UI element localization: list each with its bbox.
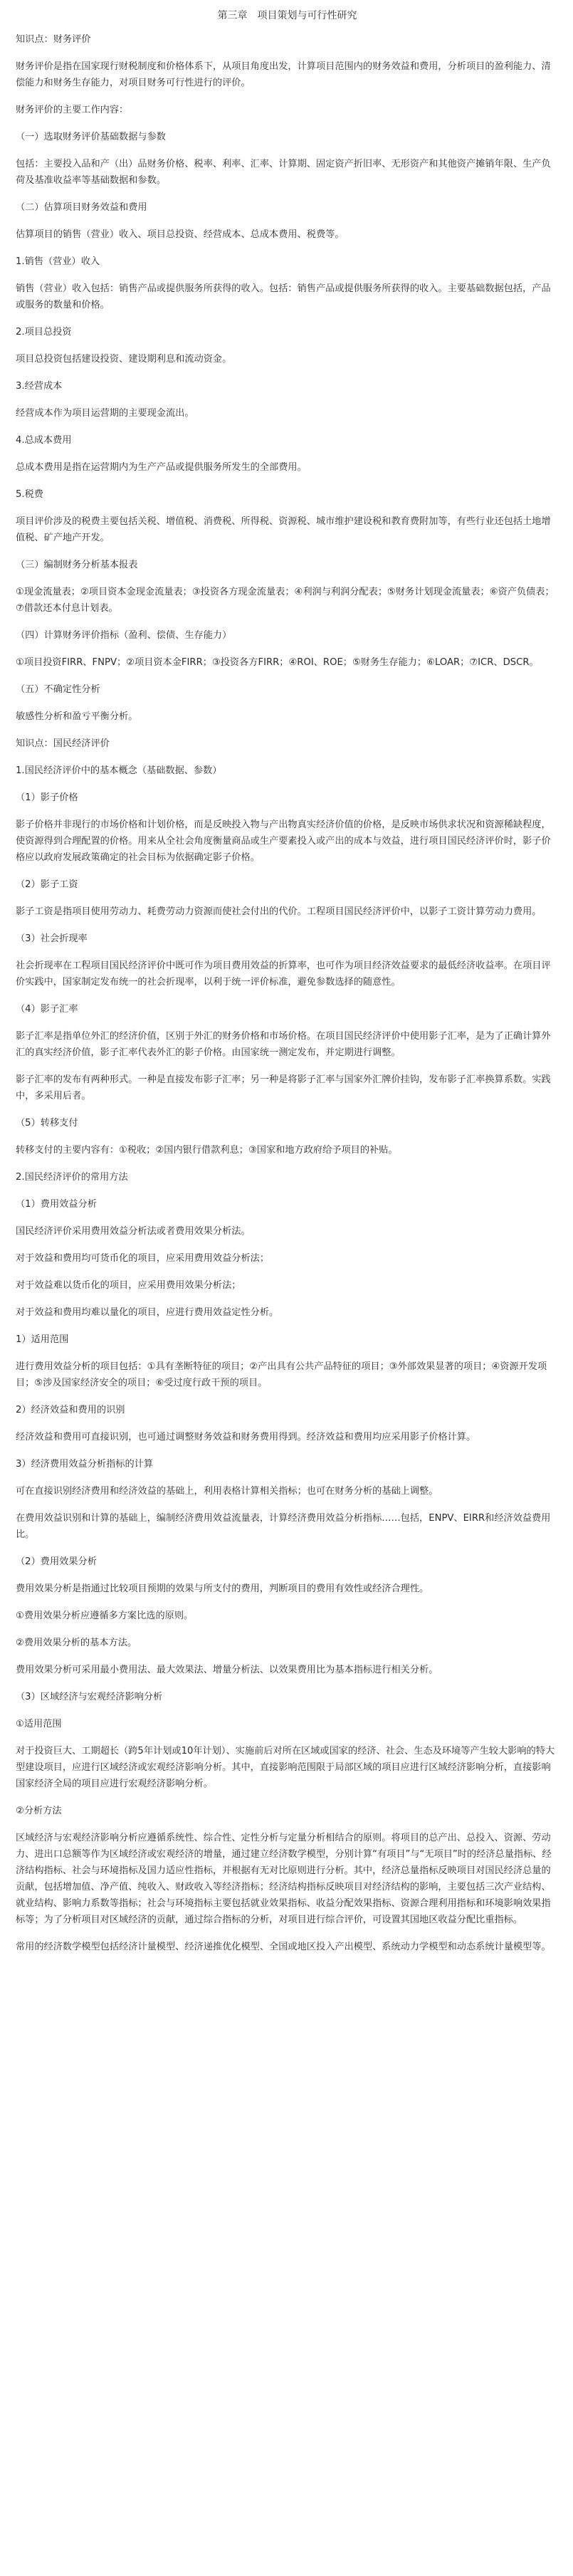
paragraph: 2.国民经济评价的常用方法 (16, 1172, 128, 1183)
paragraph: 财务评价是指在国家现行财税制度和价格体系下，从项目角度出发，计算项目范围内的财务效益和费用，分析项目的盈利能力、清偿能力和财务生存能力，对项目财务可行性进行的评价。 (16, 61, 551, 88)
paragraph: 包括：主要投入品和产（出）品财务价格、税率、利率、汇率、计算期、固定资产折旧率、无形资产和其他资产摊销年限、生产负荷及基准收益率等基础数据和参数。 (16, 159, 551, 186)
paragraph: 影子工资是指项目使用劳动力、耗费劳动力资源而使社会付出的代价。工程项目国民经济评价中，以影子工资计算劳动力费用。 (16, 906, 542, 917)
paragraph: 敏感性分析和盈亏平衡分析。 (16, 711, 138, 722)
paragraph: （四）计算财务评价指标（盈利、偿债、生存能力） (16, 630, 232, 641)
paragraph: 对于效益和费用均可货币化的项目，应采用费用效益分析法； (16, 1253, 270, 1264)
paragraph: 对于投资巨大、工期超长（跨5年计划或10年计划）、实施前后对所在区域或国家的经济、社会、生态及环境等产生较大影响的特大型建设项目，应进行区域经济或宏观经济影响分析。其中，直接影响范围限于局部区域的项目应进行区域经济影响分析，直接影响国家经济全局的项目应进行宏观经济影响分析。 (16, 1746, 555, 1789)
paragraph: 3.经营成本 (16, 381, 63, 392)
paragraph: （三）编制财务分析基本报表 (16, 560, 138, 570)
paragraph: 区域经济与宏观经济影响分析应遵循系统性、综合性、定性分析与定量分析相结合的原则。将项目的总产出、总投入、资源、劳动力、进出口总额等作为区域经济或宏观经济的增量，通过建立经济数学模型，分别计算“有项目”与“无项目”时的经济总量指标、经济结构指标、社会与环境指标及国力适应性指标，并根据有无对比原则进行分析。其中，经济总量指标反映项目对国民经济总量的贡献，包括增加值、净产值、纯收入、财政收入等经济指标；经济结构指标反映项目对经济结构的影响，主要包括三次产业结构、就业结构、影响力系数等指标；社会与环境指标主要包括就业效果指标、收益分配效果指标、资源合理利用指标和环境影响效果指标等；为了分析项目对区域经济的贡献，通过综合指标的分析，对项目进行综合评价，可设置其国地区收益分配比重指标。 (16, 1833, 552, 1925)
paragraph: （一）选取财务评价基础数据与参数 (16, 132, 166, 142)
paragraph: 影子价格并非现行的市场价格和计划价格，而是反映投入物与产出物真实经济价值的价格，是反映市场供求状况和资源稀缺程度，使资源得到合理配置的价格。用来从全社会角度衡量商品或生产要素投入或产出的成本与效益，进行项目国民经济评价时，影子价格应以政府发展政策确定的社会目标为依据确定影子价格。 (16, 820, 551, 863)
paragraph: 项目评价涉及的税费主要包括关税、增值税、消费税、所得税、资源税、城市维护建设税和教育费附加等，有些行业还包括土地增值税、矿产地产开发。 (16, 516, 551, 543)
paragraph: 5.税费 (16, 489, 43, 500)
paragraph: 费用效果分析是指通过比较项目预期的效果与所支付的费用，判断项目的费用有效性或经济合理性。 (16, 1583, 429, 1594)
paragraph: 3）经济费用效益分析指标的计算 (16, 1459, 154, 1470)
paragraph: 影子汇率的发布有两种形式。一种是直接发布影子汇率；另一种是将影子汇率与国家外汇牌价挂钩，发布影子汇率换算系数。实践中，多采用后者。 (16, 1074, 551, 1101)
paragraph: （4）影子汇率 (16, 1004, 78, 1015)
paragraph: 经济效益和费用可直接识别，也可通过调整财务效益和财务费用得到。经济效益和费用均应采用影子价格计算。 (16, 1432, 476, 1443)
paragraph: ②费用效果分析的基本方法。 (16, 1638, 137, 1648)
paragraph: 经营成本作为项目运营期的主要现金流出。 (16, 408, 194, 419)
paragraph: （二）估算项目财务效益和费用 (16, 202, 147, 213)
paragraph: 1.国民经济评价中的基本概念（基础数据、参数） (16, 765, 222, 776)
paragraph: 可在直接识别经济费用和经济效益的基础上，利用表格计算相关指标；也可在财务分析的基础上调整。 (16, 1486, 438, 1497)
paragraph: ①项目投资FIRR、FNPV；②项目资本金FIRR；③投资各方FIRR；④ROI、ROE；⑤财务生存能力；⑥LOAR；⑦ICR、DSCR。 (16, 657, 539, 668)
paragraph: 2.项目总投资 (16, 327, 72, 337)
paragraph: 1）适用范围 (16, 1334, 69, 1345)
paragraph: 转移支付的主要内容有：①税收；②国内银行借款利息；③国家和地方政府给予项目的补贴。 (16, 1145, 398, 1156)
paragraph: （5）转移支付 (16, 1118, 78, 1129)
paragraph: 销售（营业）收入包括：销售产品或提供服务所获得的收入。包括：销售产品或提供服务所获得的收入。主要基础数据包括，产品或服务的数量和价格。 (16, 283, 551, 310)
paragraph: （五）不确定性分析 (16, 684, 100, 695)
paragraph: 影子汇率是指单位外汇的经济价值，区别于外汇的财务价格和市场价格。在项目国民经济评价中使用影子汇率，是为了正确计算外汇的真实经济价值，影子汇率代表外汇的影子价格。由国家统一测定发布，并定期进行调整。 (16, 1031, 551, 1058)
paragraph: 对于效益和费用均难以量化的项目，应进行费用效益定性分析。 (16, 1307, 279, 1318)
paragraph: （1）费用效益分析 (16, 1199, 97, 1210)
paragraph: 财务评价的主要工作内容： (16, 105, 129, 115)
paragraph: （2）影子工资 (16, 879, 78, 890)
paragraph: 2）经济效益和费用的识别 (16, 1405, 125, 1415)
paragraph: 4.总成本费用 (16, 435, 72, 446)
paragraph: 知识点：国民经济评价 (16, 738, 110, 749)
paragraph: 费用效果分析可采用最小费用法、最大效果法、增量分析法、以效果费用比为基本指标进行相关分析。 (16, 1665, 438, 1675)
paragraph: 估算项目的销售（营业）收入、项目总投资、经营成本、总成本费用、税费等。 (16, 229, 345, 240)
paragraph: 总成本费用是指在运营期内为生产产品或提供服务所发生的全部费用。 (16, 462, 307, 473)
paragraph: （1）影子价格 (16, 792, 78, 803)
paragraph: ①现金流量表；②项目资本金现金流量表；③投资各方现金流量表；④利润与利润分配表；⑤财务计划现金流量表；⑥资产负债表；⑦借款还本付息计划表。 (16, 587, 554, 614)
paragraph: 进行费用效益分析的项目包括：①具有垄断特征的项目；②产出具有公共产品特征的项目；③外部效果显著的项目；④资源开发项目；⑤涉及国家经济安全的项目；⑥受过度行政干预的项目。 (16, 1361, 547, 1388)
paragraph: 在费用效益识别和计算的基础上，编制经济费用效益流量表，计算经济费用效益分析指标……包括，ENPV、EIRR和经济效益费用比。 (16, 1513, 551, 1540)
chapter-title: 第三章 项目策划与可行性研究 (217, 10, 357, 21)
paragraph: 项目总投资包括建设投资、建设期利息和流动资金。 (16, 354, 232, 365)
paragraph: 知识点：财务评价 (16, 34, 91, 45)
paragraph: （3）区域经济与宏观经济影响分析 (16, 1692, 163, 1702)
paragraph: （2）费用效果分析 (16, 1556, 97, 1567)
paragraph: 常用的经济数学模型包括经济计量模型、经济递推优化模型、全国或地区投入产出模型、系统动力学模型和动态系统计量模型等。 (16, 1942, 551, 1952)
document-body (16, 31, 559, 1955)
paragraph: 社会折现率在工程项目国民经济评价中既可作为项目费用效益的折算率，也可作为项目经济效益要求的最低经济收益率。在项目评价实践中，国家制定发布统一的社会折现率，以利于统一评价标准，避免参数选择的随意性。 (16, 960, 551, 988)
paragraph: ①费用效果分析应遵循多方案比选的原则。 (16, 1611, 194, 1621)
paragraph: 国民经济评价采用费用效益分析法或者费用效果分析法。 (16, 1226, 251, 1237)
paragraph: ②分析方法 (16, 1806, 62, 1816)
paragraph: 1.销售（营业）收入 (16, 256, 100, 267)
paragraph: ①适用范围 (16, 1719, 62, 1729)
paragraph: 对于效益难以货币化的项目，应采用费用效果分析法； (16, 1280, 241, 1291)
paragraph: （3）社会折现率 (16, 933, 88, 944)
